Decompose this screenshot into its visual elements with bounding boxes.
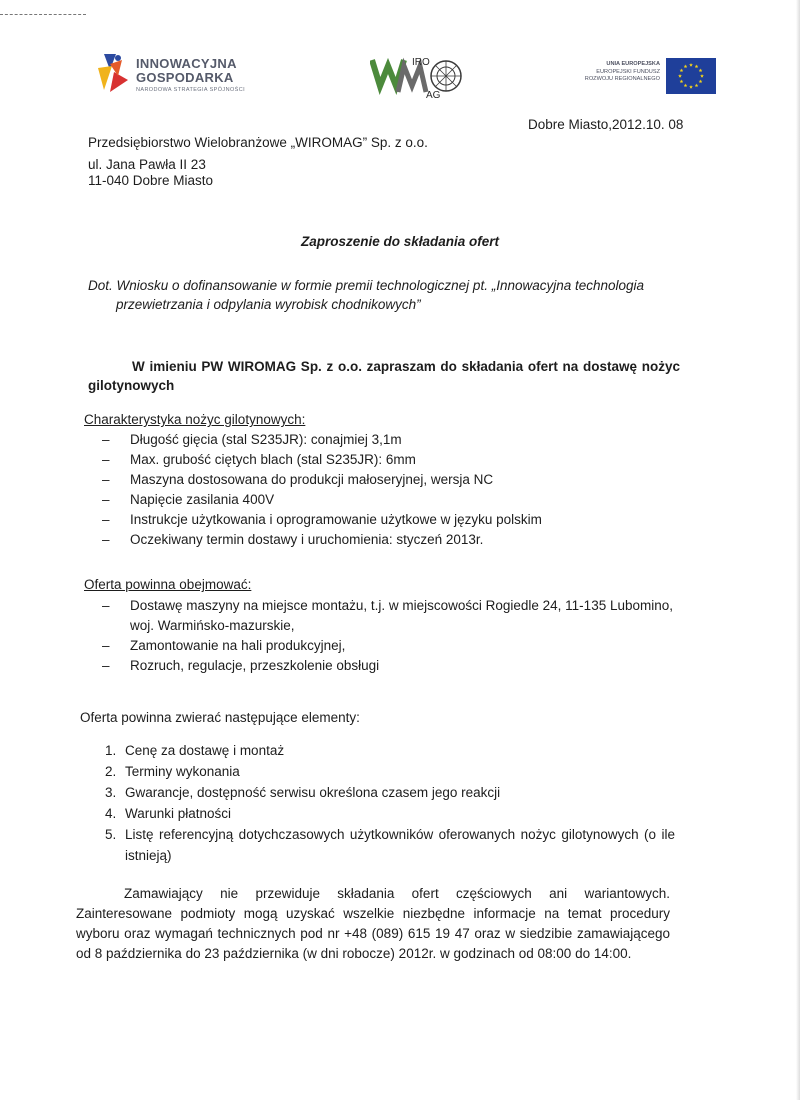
item-number: 5. — [105, 827, 117, 842]
list-item — [105, 761, 675, 782]
page-edge-shadow — [796, 0, 800, 1100]
characteristics-list — [102, 430, 542, 550]
list-item: – Zamontowanie na hali produkcyjnej, — [102, 636, 677, 656]
list-item — [105, 782, 675, 803]
eu-logo-line1: UNIA EUROPEJSKA — [606, 61, 660, 67]
list-item — [105, 740, 675, 761]
eu-logo-line2: EUROPEJSKI FUNDUSZ — [596, 68, 660, 75]
sender-street: ul. Jana Pawła II 23 — [88, 157, 206, 172]
ig-emblem-icon — [96, 50, 132, 94]
list-item: – Napięcie zasilania 400V — [102, 490, 542, 510]
item-text: Cenę za dostawę i montaż — [125, 743, 285, 758]
subject-line-1: Dot. Wniosku o dofinansowanie w formie premii technologicznej pt. „Innowacyjna technologia — [88, 278, 645, 293]
scope-list — [102, 596, 677, 676]
eu-logo — [565, 58, 717, 96]
item-text: Warunki płatności — [125, 806, 232, 821]
scan-artifact — [0, 14, 86, 15]
scope-heading: Oferta powinna obejmować: — [84, 577, 252, 592]
eu-logo-line3: ROZWOJU REGIONALNEGO — [584, 76, 660, 82]
closing-text: Zamawiający nie przewiduje składania ofert częściowych ani wariantowych. Zainteresowane podmioty mogą uzyskać wszelkie niezbędne informacje na temat procedury wyboru oraz wymagań technicznych pod nr +48 (089) 615 19 47 oraz w siedzibie zamawiającego od 8 października do 23 października (w dni robocze) 2012r. w godzinach od 08:00 do 14:00. — [76, 886, 670, 961]
list-item: – Maszyna dostosowana do produkcji małoseryjnej, wersja NC — [102, 470, 542, 490]
item-number: 3. — [105, 785, 117, 800]
wiromag-logo-top: IRO — [412, 57, 430, 68]
characteristics-heading: Charakterystyka nożyc gilotynowych: — [84, 412, 306, 427]
list-item: – Max. grubość ciętych blach (stal S235JR): 6mm — [102, 450, 542, 470]
wiromag-logo-bottom: AG — [426, 90, 441, 100]
elements-heading: Oferta powinna zwierać następujące elementy: — [80, 710, 360, 725]
item-number: 2. — [105, 764, 117, 779]
ig-logo-line1: INNOWACYJNA — [136, 56, 237, 71]
intro-text: W imieniu PW WIROMAG Sp. z o.o. zapraszam do składania ofert na dostawę nożyc gilotynowych — [88, 359, 680, 393]
list-item — [105, 803, 675, 824]
item-number: 1. — [105, 743, 117, 758]
list-item: – Oczekiwany termin dostawy i uruchomienia: styczeń 2013r. — [102, 530, 542, 550]
closing-paragraph — [76, 884, 670, 964]
document-title: Zaproszenie do składania ofert — [300, 234, 500, 249]
item-text: Gwarancje, dostępność serwisu określona czasem jego reakcji — [125, 785, 501, 800]
sender-city: 11-040 Dobre Miasto — [88, 173, 214, 188]
item-text: Listę referencyjną dotychczasowych użytkowników oferowanych nożyc gilotynowych (o ile istnieją) — [125, 827, 675, 863]
sender-company: Przedsiębiorstwo Wielobranżowe „WIROMAG” Sp. z o.o. — [88, 135, 428, 150]
wiromag-logo — [370, 52, 466, 100]
ig-logo-line2: GOSPODARKA — [136, 70, 234, 85]
letter-date: Dobre Miasto,2012.10. 08 — [528, 117, 684, 132]
item-text: Terminy wykonania — [125, 764, 240, 779]
list-item: – Rozruch, regulacje, przeszkolenie obsługi — [102, 656, 677, 676]
item-number: 4. — [105, 806, 117, 821]
subject-reference — [88, 276, 648, 314]
subject-line-2: przewietrzania i odpylania wyrobisk chodnikowych” — [116, 297, 421, 312]
ig-logo-line3: NARODOWA STRATEGIA SPÓJNOŚCI — [136, 87, 245, 93]
wiromag-emblem-icon — [370, 52, 466, 100]
list-item: – Długość gięcia (stal S235JR): conajmiej 3,1m — [102, 430, 542, 450]
innowacyjna-gospodarka-logo — [96, 50, 266, 100]
eu-flag-icon — [666, 58, 716, 94]
list-item: – Dostawę maszyny na miejsce montażu, t.j. w miejscowości Rogiedle 24, 11-135 Lubomino, woj. Warmińsko-mazurskie, — [102, 596, 677, 636]
list-item: – Instrukcje użytkowania i oprogramowanie użytkowe w języku polskim — [102, 510, 542, 530]
list-item — [105, 824, 675, 866]
intro-paragraph — [88, 357, 680, 395]
elements-list — [105, 740, 675, 866]
